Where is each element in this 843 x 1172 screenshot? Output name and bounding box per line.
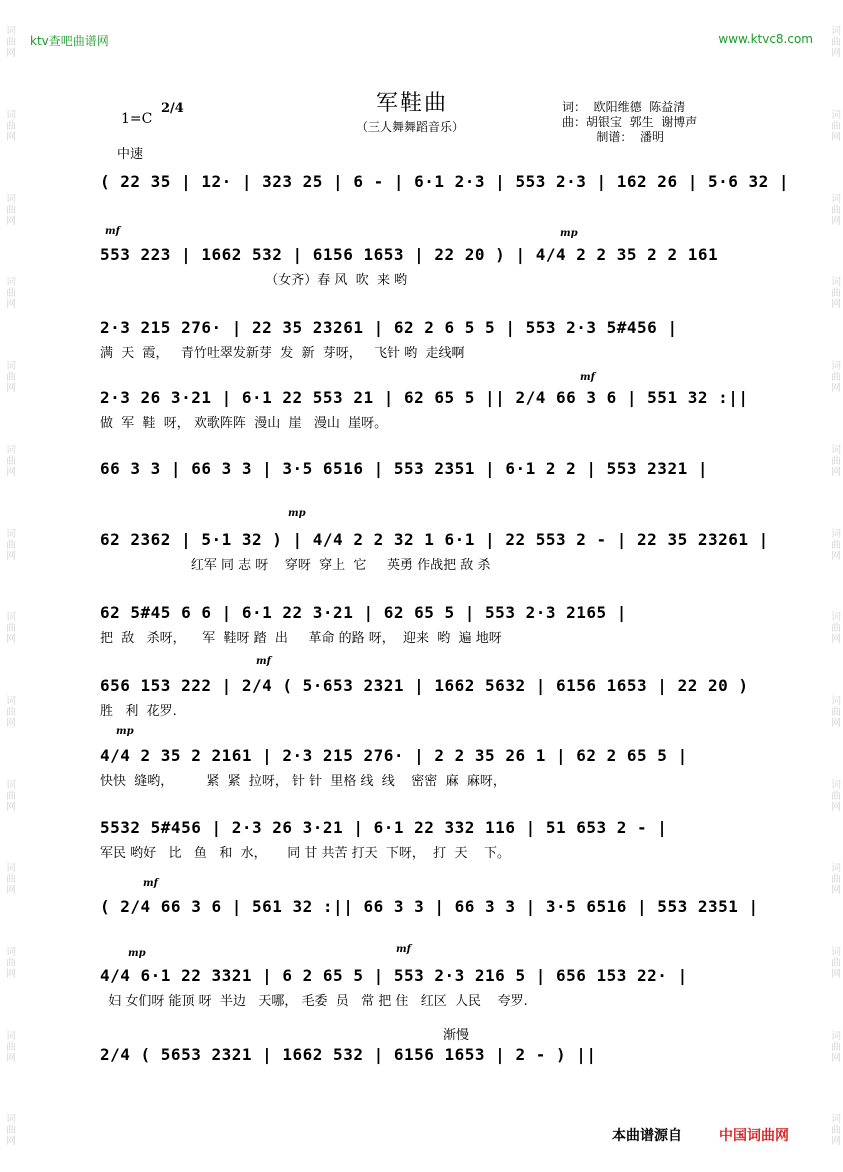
watermark-text: 词曲网 bbox=[3, 527, 15, 561]
lyrics-line: 军民 哟好 比 鱼 和 水， 同 甘 共苦 打天 下呀， 打 天 下。 bbox=[100, 846, 510, 861]
notation-line: ( 22 35 | 12· | 323 25 | 6 - | 6·1 2·3 | 553 2·3 | 162 26 | 5·6 32 | bbox=[100, 172, 790, 191]
watermark-text: 词曲网 bbox=[3, 25, 15, 59]
watermark-text: 词曲网 bbox=[3, 109, 15, 143]
watermark-text: 词曲网 bbox=[3, 443, 15, 477]
watermark-text: 词曲网 bbox=[828, 192, 840, 226]
song-title: 军鞋曲 bbox=[376, 91, 449, 116]
staff-system-13 bbox=[100, 1045, 740, 1065]
watermark-text: 词曲网 bbox=[828, 1113, 840, 1147]
notation-line: 2·3 215 276· | 22 35 23261 | 62 2 6 5 5 | 553 2·3 5#456 | bbox=[100, 318, 678, 337]
credit-lyricist: 词： 欧阳维德 陈益清 bbox=[562, 100, 686, 114]
watermark-text: 词曲网 bbox=[3, 192, 15, 226]
watermark-text: 词曲网 bbox=[3, 946, 15, 980]
notation-line: 4/4 6·1 22 3321 | 6 2 65 5 | 553 2·3 216 5 | 656 153 22· | bbox=[100, 966, 688, 985]
lyrics-line: 做 军 鞋 呀， 欢歌阵阵 漫山 崖 漫山 崖呀。 bbox=[100, 416, 388, 431]
staff-system-9 bbox=[100, 746, 740, 790]
notation-line: 5532 5#456 | 2·3 26 3·21 | 6·1 22 332 116 | 51 653 2 - | bbox=[100, 818, 668, 837]
dynamic-marking: mf bbox=[105, 226, 120, 237]
lyrics-line: 把 敌 杀呀， 军 鞋呀 踏 出 革命 的路 呀， 迎来 哟 遍 地呀 bbox=[100, 631, 502, 646]
watermark-text: 词曲网 bbox=[828, 1029, 840, 1063]
staff-system-3 bbox=[100, 318, 740, 362]
watermark-text: 词曲网 bbox=[3, 1029, 15, 1063]
watermark-left bbox=[2, 0, 16, 1172]
lyrics-line: 胜 利 花罗. bbox=[100, 704, 177, 719]
site-name-left[interactable]: ktv查吧曲谱网 bbox=[30, 34, 109, 48]
staff-system-4 bbox=[100, 388, 749, 432]
staff-system-12 bbox=[100, 966, 740, 1010]
song-subtitle: （三人舞舞蹈音乐） bbox=[356, 120, 465, 134]
watermark-text: 词曲网 bbox=[3, 778, 15, 812]
notation-line: 2·3 26 3·21 | 6·1 22 553 21 | 62 65 5 || 2/4 66 3 6 | 551 32 :|| bbox=[100, 388, 749, 407]
notation-line: 553 223 | 1662 532 | 6156 1653 | 22 20 ) | 4/4 2 2 35 2 2 161 bbox=[100, 245, 719, 264]
tempo-marking: 中速 bbox=[117, 147, 144, 162]
watermark-right bbox=[827, 0, 841, 1172]
staff-system-1 bbox=[100, 172, 790, 192]
watermark-text: 词曲网 bbox=[3, 611, 15, 645]
watermark-text: 词曲网 bbox=[3, 360, 15, 394]
staff-system-10 bbox=[100, 818, 740, 862]
notation-line: 4/4 2 35 2 2161 | 2·3 215 276· | 2 2 35 26 1 | 62 2 65 5 | bbox=[100, 746, 688, 765]
notation-line: 656 153 222 | 2/4 ( 5·653 2321 | 1662 5632 | 6156 1653 | 22 20 ) bbox=[100, 676, 749, 695]
notation-line: 62 2362 | 5·1 32 ) | 4/4 2 2 32 1 6·1 | 22 553 2 - | 22 35 23261 | bbox=[100, 530, 769, 549]
staff-system-2 bbox=[100, 245, 740, 289]
notation-line: ( 2/4 66 3 6 | 561 32 :|| 66 3 3 | 66 3 3 | 3·5 6516 | 553 2351 | bbox=[100, 897, 759, 916]
watermark-text: 词曲网 bbox=[828, 25, 840, 59]
staff-system-8 bbox=[100, 676, 749, 720]
credit-transcriber: 制谱： 潘明 bbox=[562, 130, 664, 144]
dynamic-marking: mf bbox=[143, 878, 158, 889]
watermark-text: 词曲网 bbox=[3, 694, 15, 728]
staff-system-5 bbox=[100, 459, 740, 479]
dynamic-marking: mp bbox=[288, 508, 306, 519]
time-signature: 2/4 bbox=[161, 101, 184, 116]
dynamic-marking: mp bbox=[116, 726, 134, 737]
watermark-text: 词曲网 bbox=[828, 276, 840, 310]
watermark-text: 词曲网 bbox=[828, 946, 840, 980]
notation-line: 2/4 ( 5653 2321 | 1662 532 | 6156 1653 | 2 - ) || bbox=[100, 1045, 597, 1064]
dynamic-marking: mp bbox=[560, 228, 578, 239]
source-label: 本曲谱源自 bbox=[612, 1128, 682, 1144]
watermark-text: 词曲网 bbox=[3, 1113, 15, 1147]
watermark-text: 词曲网 bbox=[828, 862, 840, 896]
dynamic-marking: mf bbox=[396, 944, 411, 955]
lyrics-line: 红军 同 志 呀 穿呀 穿上 它 英勇 作战把 敌 杀 bbox=[100, 558, 491, 573]
credits bbox=[562, 100, 697, 145]
notation-line: 62 5#45 6 6 | 6·1 22 3·21 | 62 65 5 | 553 2·3 2165 | bbox=[100, 603, 627, 622]
watermark-text: 词曲网 bbox=[828, 360, 840, 394]
dynamic-marking: mf bbox=[256, 656, 271, 667]
dynamic-marking: mf bbox=[580, 372, 595, 383]
lyrics-line: 快快 缝哟， 紧 紧 拉呀， 针 针 里格 线 线 密密 麻 麻呀， bbox=[100, 774, 506, 789]
dynamic-marking: mp bbox=[128, 948, 146, 959]
watermark-text: 词曲网 bbox=[828, 778, 840, 812]
lyrics-line: 满 天 霞， 青竹吐翠发新芽 发 新 芽呀， 飞针 哟 走线啊 bbox=[100, 346, 465, 361]
source-site-link[interactable]: 中国词曲网 bbox=[719, 1128, 789, 1144]
watermark-text: 词曲网 bbox=[828, 694, 840, 728]
staff-system-6 bbox=[100, 530, 769, 574]
credit-composer: 曲：胡银宝 郭生 谢博声 bbox=[562, 115, 698, 129]
watermark-text: 词曲网 bbox=[3, 276, 15, 310]
notation-line: 66 3 3 | 66 3 3 | 3·5 6516 | 553 2351 | 6·1 2 2 | 553 2321 | bbox=[100, 459, 708, 478]
watermark-text: 词曲网 bbox=[828, 109, 840, 143]
watermark-text: 词曲网 bbox=[828, 611, 840, 645]
staff-system-11 bbox=[100, 897, 759, 917]
lyrics-line: 妇 女们呀 能顶 呀 半边 天哪， 毛委 员 常 把 住 红区 人民 夸罗. bbox=[100, 994, 528, 1009]
ritardando-marking: 渐慢 bbox=[443, 1028, 470, 1043]
key-signature: 1=C bbox=[121, 111, 153, 127]
watermark-text: 词曲网 bbox=[3, 862, 15, 896]
lyrics-line: （女齐）春 风 吹 来 哟 bbox=[100, 273, 408, 288]
site-url-right[interactable]: www.ktvc8.com bbox=[718, 32, 813, 46]
staff-system-7 bbox=[100, 603, 740, 647]
watermark-text: 词曲网 bbox=[828, 527, 840, 561]
watermark-text: 词曲网 bbox=[828, 443, 840, 477]
